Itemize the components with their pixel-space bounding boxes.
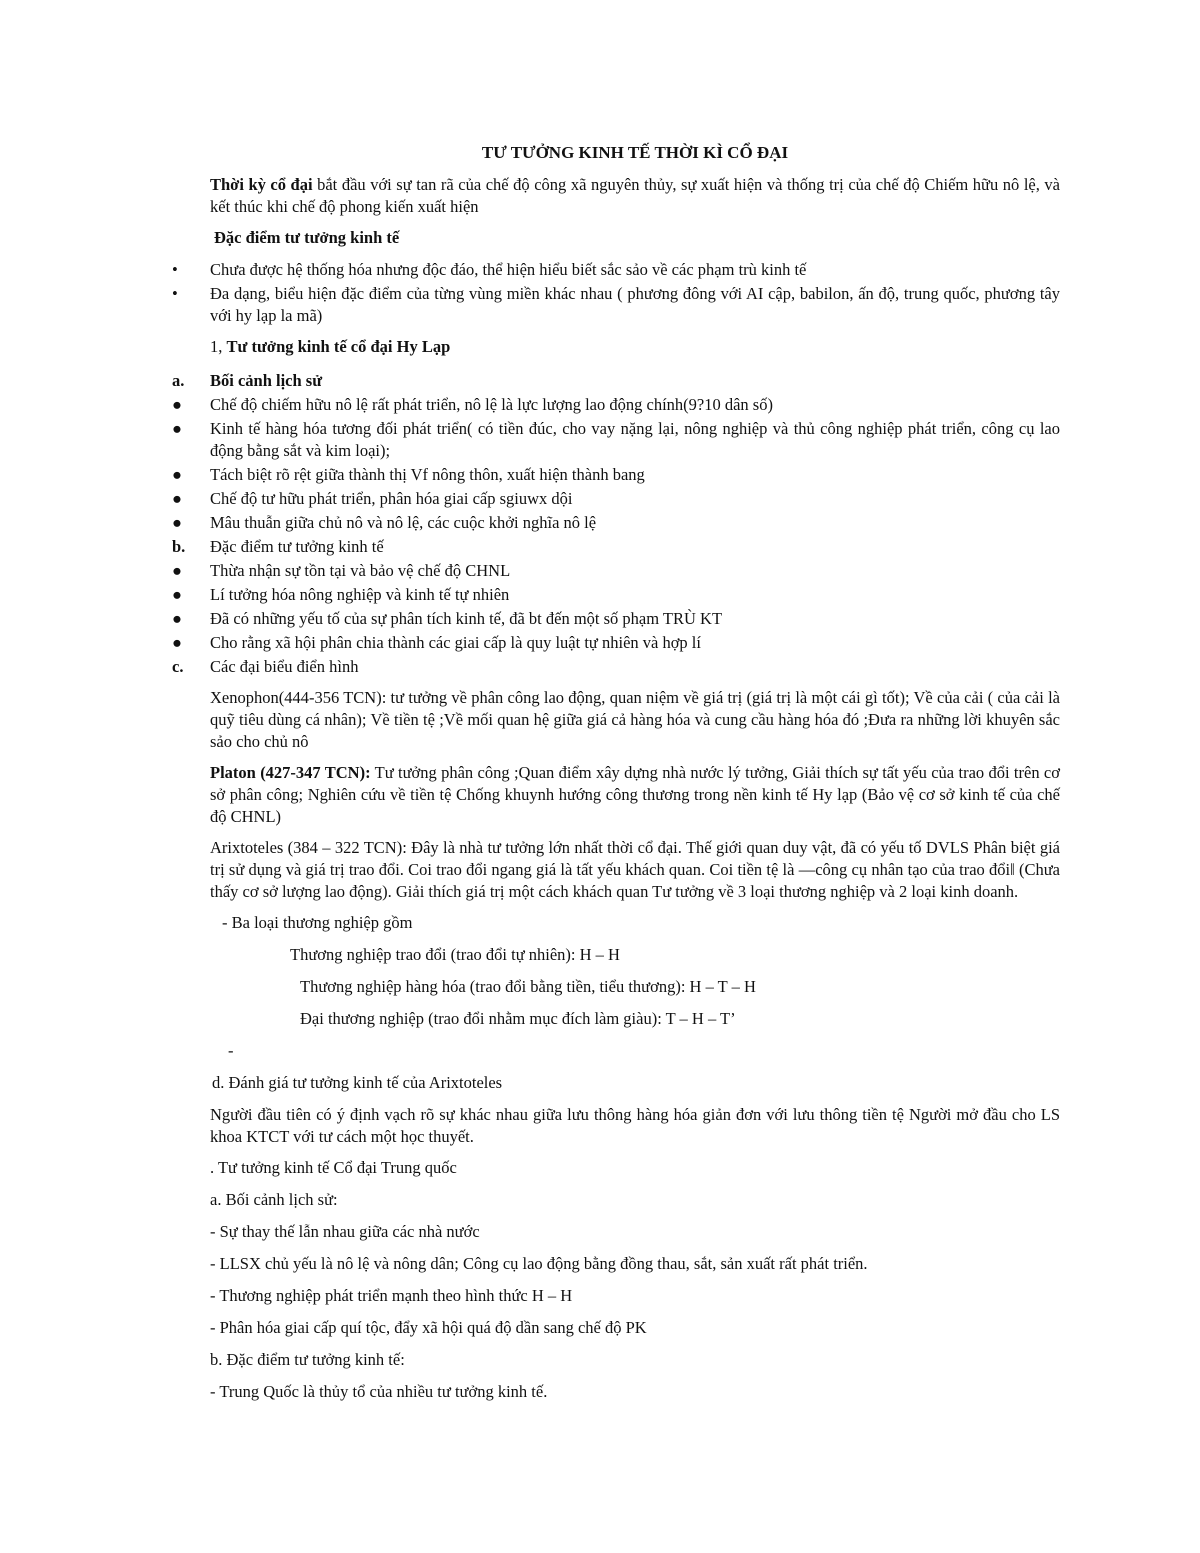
list-item — [172, 283, 1060, 327]
intro-lead: Thời kỳ cổ đại — [210, 175, 313, 194]
arixtoteles-paragraph: Arixtoteles (384 – 322 TCN): Đây là nhà tư tưởng lớn nhất thời cổ đại. Thế giới quan duy vật, đã có yếu tố DVLS Phân biệt giá trị sử dụng và giá trị trao đổi. Coi trao đổi ngang giá là tất yếu khách quan. Coi tiền tệ là ―công cụ nhân tạo của trao đổi‖ (Chưa thấy cơ sở lượng lao động). Giải thích giá trị một cách khách quan Tư tưởng về 3 loại thương nghiệp và 2 loại kinh doanh. — [210, 838, 1060, 901]
trade-type-item: Thương nghiệp trao đổi (trao đổi tự nhiên): H – H — [290, 945, 620, 964]
list-item — [172, 488, 1060, 510]
bullet-marker: • — [172, 260, 178, 279]
subsection-b-marker: b. — [172, 537, 186, 556]
intro-rest: bắt đầu với sự tan rã của chế độ công xã nguyên thủy, sự xuất hiện và thống trị của chế độ Chiếm hữu nô lệ, và kết thúc khi chế độ phong kiến xuất hiện — [210, 175, 1060, 216]
subsection-c-heading — [172, 656, 1060, 678]
dot-marker: ● — [172, 513, 182, 532]
list-item-text: Đã có những yếu tố của sự phân tích kinh tế, đã bt đến một số phạm TRÙ KT — [210, 609, 723, 628]
china-item: - Phân hóa giai cấp quí tộc, đẩy xã hội quá độ dần sang chế độ PK — [210, 1318, 647, 1337]
dot-marker: ● — [172, 489, 182, 508]
list-item-text: Cho rằng xã hội phân chia thành các giai cấp là quy luật tự nhiên và hợp lí — [210, 633, 701, 652]
dot-marker: ● — [172, 609, 182, 628]
list-item-text: Lí tưởng hóa nông nghiệp và kinh tế tự nhiên — [210, 585, 510, 604]
list-item — [172, 464, 1060, 486]
dot-marker: ● — [172, 465, 182, 484]
trade-type-item: Thương nghiệp hàng hóa (trao đổi bằng tiền, tiểu thương): H – T – H — [300, 977, 756, 996]
bullet-marker: • — [172, 284, 178, 303]
china-heading: . Tư tưởng kinh tế Cổ đại Trung quốc — [210, 1158, 457, 1177]
china-b-item: - Trung Quốc là thủy tổ của nhiều tư tưởng kinh tế. — [210, 1382, 548, 1401]
page-title: TƯ TƯỞNG KINH TẾ THỜI KÌ CỔ ĐẠI — [481, 143, 789, 162]
list-item-text: Đa dạng, biểu hiện đặc điểm của từng vùng miền khác nhau ( phương đông với AI cập, babilon, ấn độ, trung quốc, phương tây với hy lạp la mã) — [210, 284, 1060, 325]
dot-marker: ● — [172, 633, 182, 652]
list-item — [172, 584, 1060, 606]
list-item — [172, 418, 1060, 462]
list-item — [172, 259, 1060, 281]
china-subsection-b: b. Đặc điểm tư tưởng kinh tế: — [210, 1350, 405, 1369]
subsection-c-marker: c. — [172, 657, 184, 676]
list-item-text: Chưa được hệ thống hóa nhưng độc đáo, thể hiện hiểu biết sắc sảo về các phạm trù kinh tế — [210, 260, 807, 279]
china-item: - LLSX chủ yếu là nô lệ và nông dân; Công cụ lao động bằng đồng thau, sắt, sản xuất rất phát triển. — [210, 1254, 868, 1273]
subsection-b-heading — [172, 536, 1060, 558]
platon-paragraph — [210, 762, 1060, 828]
list-item-text: Chế độ chiếm hữu nô lệ rất phát triển, nô lệ là lực lượng lao động chính(9?10 dân số) — [210, 395, 773, 414]
subsection-a-heading — [172, 370, 1060, 392]
list-item — [172, 632, 1060, 654]
china-item: - Sự thay thế lẫn nhau giữa các nhà nước — [210, 1222, 480, 1241]
china-item: - Thương nghiệp phát triển mạnh theo hình thức H – H — [210, 1286, 573, 1305]
section-1-title: Tư tưởng kinh tế cổ đại Hy Lạp — [226, 337, 451, 356]
list-item — [172, 512, 1060, 534]
platon-rest: Tư tưởng phân công ;Quan điểm xây dựng nhà nước lý tưởng, Giải thích sự tất yếu của trao đổi trên cơ sở phân công; Nghiên cứu về tiền tệ Chống khuynh hướng công thương trong nền kinh tế Hy lạp (Bảo vệ cơ sở kinh tế của chế độ CHNL) — [210, 763, 1060, 826]
list-item-text: Chế độ tư hữu phát triển, phân hóa giai cấp sgiuwx dội — [210, 489, 573, 508]
subsection-b-label: Đặc điểm tư tưởng kinh tế — [210, 537, 384, 556]
list-item — [172, 394, 1060, 416]
xenophon-paragraph: Xenophon(444-356 TCN): tư tưởng về phân công lao động, quan niệm về giá trị (giá trị là một cái gì tốt); Về của cải ( của cải là quỹ tiêu dùng cá nhân); Về tiền tệ ;Về mối quan hệ giữa giá cả hàng hóa và cung cầu hàng hóa đó ;Đưa ra những lời khuyên sắc sảo cho chủ nô — [210, 688, 1060, 751]
section-1-heading — [210, 336, 1060, 358]
subsection-c-label: Các đại biểu điển hình — [210, 657, 359, 676]
list-item-text: Mâu thuẫn giữa chủ nô và nô lệ, các cuộc khởi nghĩa nô lệ — [210, 513, 597, 532]
trade-types-heading: - Ba loại thương nghiệp gồm — [222, 913, 413, 932]
china-subsection-a: a. Bối cảnh lịch sử: — [210, 1190, 338, 1209]
list-item-text: Kinh tế hàng hóa tương đối phát triển( có tiền đúc, cho vay nặng lại, nông nghiệp và thủ công nghiệp phát triển, công cụ lao động bằng sắt và kim loại); — [210, 419, 1060, 460]
dot-marker: ● — [172, 561, 182, 580]
list-item — [172, 560, 1060, 582]
section-d-heading: d. Đánh giá tư tưởng kinh tế của Arixtoteles — [212, 1073, 503, 1092]
list-item-text: Thừa nhận sự tồn tại và bảo vệ chế độ CHNL — [210, 561, 511, 580]
intro-paragraph — [210, 174, 1060, 218]
list-item — [172, 608, 1060, 630]
section-1-number: 1, — [210, 337, 227, 356]
document-content — [172, 142, 1060, 1413]
subsection-a-marker: a. — [172, 371, 185, 390]
section-d-text: Người đầu tiên có ý định vạch rõ sự khác nhau giữa lưu thông hàng hóa giản đơn với lưu thông tiền tệ Người mở đầu cho LS khoa KTCT với tư cách một học thuyết. — [210, 1105, 1060, 1146]
dot-marker: ● — [172, 585, 182, 604]
dot-marker: ● — [172, 419, 182, 438]
platon-lead: Platon (427-347 TCN): — [210, 763, 371, 782]
list-item-text: Tách biệt rõ rệt giữa thành thị Vf nông thôn, xuất hiện thành bang — [210, 465, 645, 484]
dash-line: - — [228, 1041, 234, 1060]
trade-type-item: Đại thương nghiệp (trao đổi nhằm mục đích làm giàu): T – H – T’ — [300, 1009, 736, 1028]
subsection-a-label: Bối cảnh lịch sử — [210, 371, 323, 390]
dot-marker: ● — [172, 395, 182, 414]
features-heading: Đặc điểm tư tưởng kinh tế — [214, 228, 400, 247]
